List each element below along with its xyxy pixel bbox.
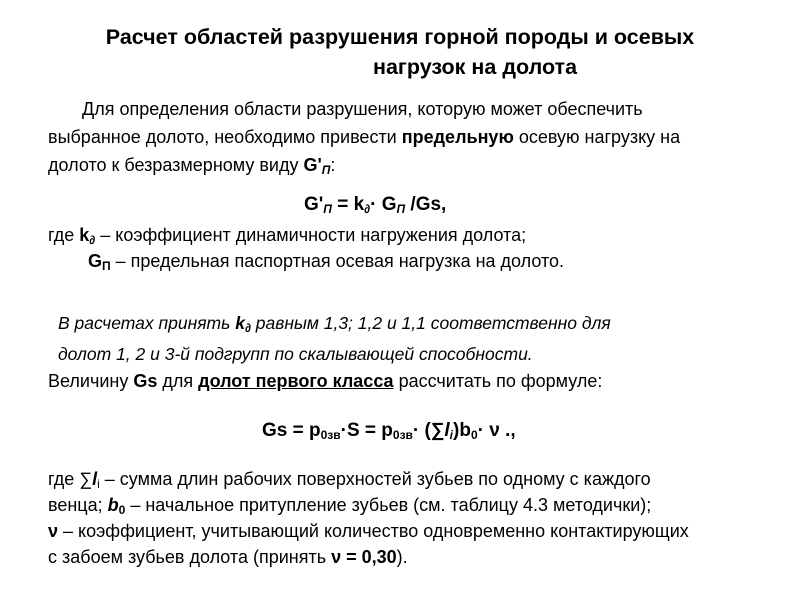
formula-g-prime: [304, 194, 446, 216]
where2-l1-sym: l: [92, 469, 98, 489]
where2-l4-post: ).: [396, 547, 408, 567]
where2-l2-sub: 0: [118, 503, 126, 517]
f2-l-sub: i: [449, 428, 454, 442]
f1-g-sub: П: [396, 202, 406, 216]
f2-b-sub: 0зв: [392, 428, 413, 442]
where1-g: G: [88, 251, 103, 271]
where2-l4-bold: ν = 0,30: [331, 547, 397, 567]
where2-l1-post: – сумма длин рабочих поверхностей зубьев по одному с каждого: [99, 469, 651, 489]
note-post: равным 1,3; 1,2 и 1,1 соответственно для: [250, 313, 611, 333]
f2-b: ·S = p: [340, 420, 393, 441]
formula-gs: [262, 420, 516, 442]
note-block: [58, 310, 611, 367]
intro-line-3: [48, 152, 335, 183]
where2-l3-post: – коэффициент, учитывающий количество одновременно контактирующих: [58, 521, 689, 541]
intro-text-1: Для определения области разрушения, которую может обеспечить: [82, 99, 643, 119]
f2-d: )b: [453, 420, 471, 441]
where2-line-4: [48, 544, 408, 570]
note-line-1: [58, 310, 611, 341]
where-g-line: [88, 248, 564, 279]
gs-intro-pre: Величину: [48, 371, 134, 391]
where2-l3-sym: ν: [48, 521, 59, 541]
f2-a-sub: 0зв: [320, 428, 341, 442]
f2-d-sub: 0: [470, 428, 478, 442]
intro-text-3a: долото к безразмерному виду: [48, 155, 304, 175]
intro-text-2a: выбранное долото, необходимо привести: [48, 127, 402, 147]
intro-symbol-sub: П: [321, 163, 331, 177]
where2-l4-pre: с забоем зубьев долота (принять: [48, 547, 332, 567]
gs-intro-underlined: долот первого класса: [198, 371, 394, 391]
note-pre: В расчетах принять: [58, 313, 236, 333]
title-line-2: нагрузок на долота: [372, 55, 578, 79]
note-k: k: [235, 313, 245, 333]
where2-l1-sub: i: [97, 477, 100, 491]
where2-l2-post: – начальное притупление зубьев (см. таблицу 4.3 методички);: [125, 495, 652, 515]
f1-lhs-sub: П: [323, 202, 332, 216]
intro-text-3b: :: [330, 155, 336, 175]
f2-l: l: [444, 420, 450, 441]
title-line-1: Расчет областей разрушения горной породы и осевых: [105, 25, 695, 49]
f1-mid: · G: [370, 194, 397, 215]
where2-line-3: [48, 518, 689, 544]
note-line-2: долот 1, 2 и 3-й подгрупп по скалывающей способности.: [58, 344, 533, 364]
where1-k: k: [79, 225, 90, 245]
f2-a: Gs = p: [262, 420, 321, 441]
intro-line-2: [48, 124, 680, 150]
gs-intro-line: [48, 368, 602, 394]
where1-pre: где: [48, 225, 80, 245]
intro-symbol: G': [303, 155, 322, 175]
where1-g-sub: П: [102, 259, 111, 273]
intro-line-1: [82, 96, 643, 122]
f1-k-sub: ∂: [364, 202, 371, 216]
where1-k-sub: ∂: [89, 233, 96, 247]
f2-c: · (∑: [412, 420, 445, 441]
intro-text-2b: осевую нагрузку на: [513, 127, 681, 147]
where2-l2-sym: b: [107, 495, 119, 515]
gs-intro-post: рассчитать по формуле:: [393, 371, 603, 391]
where1-text: – коэффициент динамичности нагружения долота;: [95, 225, 527, 245]
where2-l2-pre: венца;: [48, 495, 108, 515]
slide-title: [40, 22, 760, 82]
f1-eq: = k: [331, 194, 365, 215]
where1-text2: – предельная паспортная осевая нагрузка на долото.: [110, 251, 565, 271]
f1-rhs: /Gs,: [405, 194, 447, 215]
f1-lhs: G': [304, 194, 324, 215]
gs-intro-sym: Gs: [133, 371, 158, 391]
f2-e: · ν .,: [477, 420, 516, 441]
where2-l1-pre: где ∑: [48, 469, 93, 489]
note-k-sub: ∂: [244, 321, 251, 335]
gs-intro-mid: для: [157, 371, 199, 391]
intro-bold-word: предельную: [401, 127, 514, 147]
